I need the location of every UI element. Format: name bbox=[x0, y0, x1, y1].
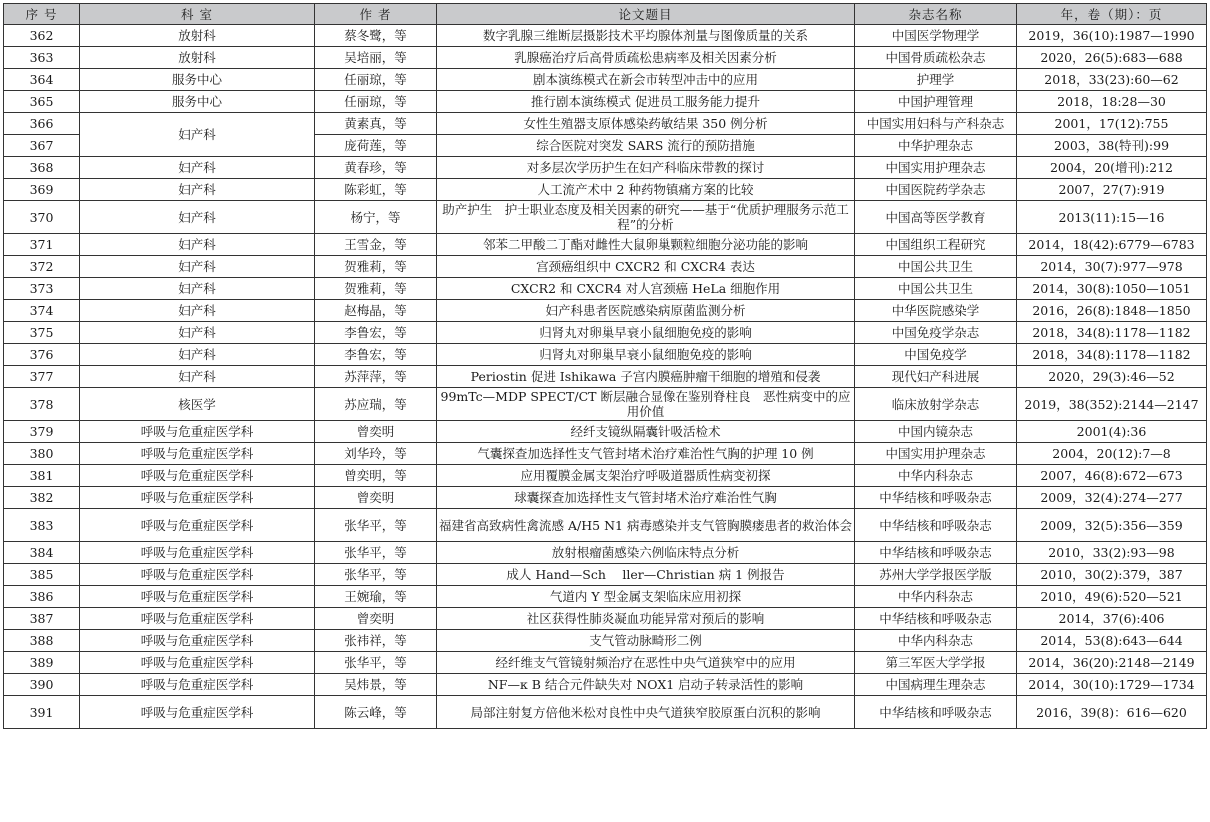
cell-author: 任丽琼，等 bbox=[315, 91, 437, 113]
cell-number: 373 bbox=[4, 278, 80, 300]
cell-title: 综合医院对突发 SARS 流行的预防措施 bbox=[437, 135, 855, 157]
table-row bbox=[4, 278, 1207, 300]
cell-number: 381 bbox=[4, 465, 80, 487]
cell-title: 成人 Hand—Sch ller—Christian 病 1 例报告 bbox=[437, 564, 855, 586]
cell-title: 剧本演练模式在新会市转型冲击中的应用 bbox=[437, 69, 855, 91]
cell-volume: 2018，34(8):1178—1182 bbox=[1017, 322, 1207, 344]
table-row bbox=[4, 421, 1207, 443]
cell-department: 妇产科 bbox=[80, 157, 315, 179]
table-body bbox=[4, 25, 1207, 729]
cell-department: 呼吸与危重症医学科 bbox=[80, 487, 315, 509]
cell-number: 367 bbox=[4, 135, 80, 157]
paper-list-table bbox=[3, 3, 1207, 729]
cell-department: 呼吸与危重症医学科 bbox=[80, 509, 315, 542]
cell-department: 妇产科 bbox=[80, 344, 315, 366]
cell-number: 365 bbox=[4, 91, 80, 113]
cell-department: 妇产科 bbox=[80, 300, 315, 322]
cell-journal: 中华内科杂志 bbox=[855, 586, 1017, 608]
cell-volume: 2016，26(8):1848—1850 bbox=[1017, 300, 1207, 322]
cell-author: 曾奕明 bbox=[315, 487, 437, 509]
cell-department: 服务中心 bbox=[80, 91, 315, 113]
cell-author: 黄春珍，等 bbox=[315, 157, 437, 179]
cell-department: 呼吸与危重症医学科 bbox=[80, 630, 315, 652]
cell-volume: 2019，38(352):2144—2147 bbox=[1017, 388, 1207, 421]
cell-volume: 2014，37(6):406 bbox=[1017, 608, 1207, 630]
header-author: 作 者 bbox=[315, 4, 437, 25]
cell-author: 庞荷莲，等 bbox=[315, 135, 437, 157]
cell-journal: 中国内镜杂志 bbox=[855, 421, 1017, 443]
cell-number: 389 bbox=[4, 652, 80, 674]
cell-author: 曾奕明，等 bbox=[315, 465, 437, 487]
cell-journal: 中华结核和呼吸杂志 bbox=[855, 487, 1017, 509]
cell-number: 375 bbox=[4, 322, 80, 344]
cell-number: 383 bbox=[4, 509, 80, 542]
cell-volume: 2018，34(8):1178—1182 bbox=[1017, 344, 1207, 366]
cell-title: 乳腺癌治疗后高骨质疏松患病率及相关因素分析 bbox=[437, 47, 855, 69]
cell-title: 应用覆膜金属支架治疗呼吸道器质性病变初探 bbox=[437, 465, 855, 487]
cell-volume: 2007，46(8):672—673 bbox=[1017, 465, 1207, 487]
cell-title: 归肾丸对卵巢早衰小鼠细胞免疫的影响 bbox=[437, 322, 855, 344]
cell-volume: 2004，20(12):7—8 bbox=[1017, 443, 1207, 465]
table-row bbox=[4, 630, 1207, 652]
cell-volume: 2010，49(6):520—521 bbox=[1017, 586, 1207, 608]
cell-journal: 中国病理生理杂志 bbox=[855, 674, 1017, 696]
cell-author: 贺雅莉，等 bbox=[315, 278, 437, 300]
cell-number: 366 bbox=[4, 113, 80, 135]
table-row bbox=[4, 608, 1207, 630]
table-row bbox=[4, 465, 1207, 487]
table-row bbox=[4, 256, 1207, 278]
cell-volume: 2010，33(2):93—98 bbox=[1017, 542, 1207, 564]
table-row bbox=[4, 69, 1207, 91]
table-row bbox=[4, 113, 1207, 135]
cell-number: 364 bbox=[4, 69, 80, 91]
table-row bbox=[4, 25, 1207, 47]
table-row bbox=[4, 234, 1207, 256]
cell-volume: 2020，29(3):46—52 bbox=[1017, 366, 1207, 388]
cell-number: 363 bbox=[4, 47, 80, 69]
cell-author: 张祎祥，等 bbox=[315, 630, 437, 652]
cell-journal: 中华结核和呼吸杂志 bbox=[855, 608, 1017, 630]
cell-number: 370 bbox=[4, 201, 80, 234]
cell-department: 妇产科 bbox=[80, 113, 315, 157]
cell-author: 陈云峰，等 bbox=[315, 696, 437, 729]
table-row bbox=[4, 443, 1207, 465]
cell-journal: 中国高等医学教育 bbox=[855, 201, 1017, 234]
cell-journal: 中国护理管理 bbox=[855, 91, 1017, 113]
cell-journal: 中国免疫学杂志 bbox=[855, 322, 1017, 344]
cell-author: 陈彩虹，等 bbox=[315, 179, 437, 201]
cell-department: 妇产科 bbox=[80, 278, 315, 300]
cell-journal: 中国实用护理杂志 bbox=[855, 443, 1017, 465]
cell-volume: 2018，33(23):60—62 bbox=[1017, 69, 1207, 91]
cell-author: 黄素真，等 bbox=[315, 113, 437, 135]
header-no: 序 号 bbox=[4, 4, 80, 25]
cell-department: 呼吸与危重症医学科 bbox=[80, 652, 315, 674]
cell-title: 局部注射复方倍他米松对良性中央气道狭窄胶原蛋白沉积的影响 bbox=[437, 696, 855, 729]
cell-title: 气囊探查加选择性支气管封堵术治疗难治性气胸的护理 10 例 bbox=[437, 443, 855, 465]
cell-number: 374 bbox=[4, 300, 80, 322]
header-journal: 杂志名称 bbox=[855, 4, 1017, 25]
cell-journal: 护理学 bbox=[855, 69, 1017, 91]
cell-title: 宫颈癌组织中 CXCR2 和 CXCR4 表达 bbox=[437, 256, 855, 278]
cell-title: NF—κ B 结合元件缺失对 NOX1 启动子转录活性的影响 bbox=[437, 674, 855, 696]
cell-department: 妇产科 bbox=[80, 179, 315, 201]
cell-title: 球囊探查加选择性支气管封堵术治疗难治性气胸 bbox=[437, 487, 855, 509]
cell-title: 邻苯二甲酸二丁酯对雌性大鼠卵巢颗粒细胞分泌功能的影响 bbox=[437, 234, 855, 256]
cell-author: 贺雅莉，等 bbox=[315, 256, 437, 278]
cell-journal: 中华医院感染学 bbox=[855, 300, 1017, 322]
cell-department: 呼吸与危重症医学科 bbox=[80, 465, 315, 487]
cell-journal: 中华内科杂志 bbox=[855, 465, 1017, 487]
cell-department: 妇产科 bbox=[80, 201, 315, 234]
cell-title: CXCR2 和 CXCR4 对人宫颈癌 HeLa 细胞作用 bbox=[437, 278, 855, 300]
cell-title: 经纤维支气管镜射频治疗在恶性中央气道狭窄中的应用 bbox=[437, 652, 855, 674]
cell-title: 放射根瘤菌感染六例临床特点分析 bbox=[437, 542, 855, 564]
cell-department: 放射科 bbox=[80, 47, 315, 69]
cell-journal: 中国公共卫生 bbox=[855, 256, 1017, 278]
cell-author: 曾奕明 bbox=[315, 608, 437, 630]
cell-author: 王婉瑜，等 bbox=[315, 586, 437, 608]
table-row bbox=[4, 388, 1207, 421]
cell-title: 气道内 Y 型金属支架临床应用初探 bbox=[437, 586, 855, 608]
cell-volume: 2014，18(42):6779—6783 bbox=[1017, 234, 1207, 256]
cell-number: 368 bbox=[4, 157, 80, 179]
cell-author: 蔡冬鹭，等 bbox=[315, 25, 437, 47]
header-title: 论文题目 bbox=[437, 4, 855, 25]
cell-volume: 2014，30(10):1729—1734 bbox=[1017, 674, 1207, 696]
cell-number: 385 bbox=[4, 564, 80, 586]
table-row bbox=[4, 586, 1207, 608]
header-volume: 年，卷（期）：页 bbox=[1017, 4, 1207, 25]
cell-volume: 2020，26(5):683—688 bbox=[1017, 47, 1207, 69]
cell-title: 人工流产术中 2 种药物镇痛方案的比较 bbox=[437, 179, 855, 201]
cell-title: 妇产科患者医院感染病原菌监测分析 bbox=[437, 300, 855, 322]
cell-number: 379 bbox=[4, 421, 80, 443]
cell-department: 核医学 bbox=[80, 388, 315, 421]
cell-volume: 2003，38(特刊):99 bbox=[1017, 135, 1207, 157]
cell-number: 369 bbox=[4, 179, 80, 201]
cell-number: 378 bbox=[4, 388, 80, 421]
cell-volume: 2007，27(7):919 bbox=[1017, 179, 1207, 201]
cell-author: 苏萍萍，等 bbox=[315, 366, 437, 388]
cell-volume: 2010，30(2):379，387 bbox=[1017, 564, 1207, 586]
cell-volume: 2014，36(20):2148—2149 bbox=[1017, 652, 1207, 674]
cell-author: 李鲁宏，等 bbox=[315, 344, 437, 366]
table-row bbox=[4, 201, 1207, 234]
cell-volume: 2001(4):36 bbox=[1017, 421, 1207, 443]
cell-author: 吴炜景，等 bbox=[315, 674, 437, 696]
cell-number: 384 bbox=[4, 542, 80, 564]
header-department: 科 室 bbox=[80, 4, 315, 25]
cell-department: 呼吸与危重症医学科 bbox=[80, 586, 315, 608]
cell-volume: 2016，39(8)：616—620 bbox=[1017, 696, 1207, 729]
cell-volume: 2018，18:28—30 bbox=[1017, 91, 1207, 113]
table-row bbox=[4, 366, 1207, 388]
table-row bbox=[4, 300, 1207, 322]
cell-title: 推行剧本演练模式 促进员工服务能力提升 bbox=[437, 91, 855, 113]
cell-department: 妇产科 bbox=[80, 234, 315, 256]
cell-journal: 中国医学物理学 bbox=[855, 25, 1017, 47]
cell-author: 李鲁宏，等 bbox=[315, 322, 437, 344]
table-row bbox=[4, 674, 1207, 696]
cell-journal: 中华结核和呼吸杂志 bbox=[855, 542, 1017, 564]
cell-title: 助产护生 护士职业态度及相关因素的研究——基于“优质护理服务示范工程”的分析 bbox=[437, 201, 855, 234]
cell-author: 张华平，等 bbox=[315, 652, 437, 674]
cell-author: 杨宁，等 bbox=[315, 201, 437, 234]
cell-author: 曾奕明 bbox=[315, 421, 437, 443]
cell-number: 390 bbox=[4, 674, 80, 696]
cell-journal: 中华结核和呼吸杂志 bbox=[855, 696, 1017, 729]
cell-journal: 中国公共卫生 bbox=[855, 278, 1017, 300]
cell-author: 吴培丽，等 bbox=[315, 47, 437, 69]
cell-title: 福建省高致病性禽流感 A/H5 N1 病毒感染并支气管胸膜瘘患者的救治体会 bbox=[437, 509, 855, 542]
cell-volume: 2001，17(12):755 bbox=[1017, 113, 1207, 135]
cell-volume: 2014，30(7):977—978 bbox=[1017, 256, 1207, 278]
table-row bbox=[4, 344, 1207, 366]
cell-department: 妇产科 bbox=[80, 256, 315, 278]
cell-number: 371 bbox=[4, 234, 80, 256]
cell-department: 呼吸与危重症医学科 bbox=[80, 564, 315, 586]
cell-volume: 2014，53(8):643—644 bbox=[1017, 630, 1207, 652]
cell-author: 刘华玲，等 bbox=[315, 443, 437, 465]
table-row bbox=[4, 542, 1207, 564]
cell-journal: 现代妇产科进展 bbox=[855, 366, 1017, 388]
cell-department: 呼吸与危重症医学科 bbox=[80, 674, 315, 696]
cell-title: 经纤支镜纵隔囊针吸活检术 bbox=[437, 421, 855, 443]
cell-title: 社区获得性肺炎凝血功能异常对预后的影响 bbox=[437, 608, 855, 630]
cell-journal: 中国实用护理杂志 bbox=[855, 157, 1017, 179]
cell-journal: 中国实用妇科与产科杂志 bbox=[855, 113, 1017, 135]
table-row bbox=[4, 91, 1207, 113]
cell-journal: 中华内科杂志 bbox=[855, 630, 1017, 652]
cell-number: 387 bbox=[4, 608, 80, 630]
cell-department: 呼吸与危重症医学科 bbox=[80, 542, 315, 564]
cell-author: 任丽琼，等 bbox=[315, 69, 437, 91]
header-row bbox=[4, 4, 1207, 25]
cell-department: 呼吸与危重症医学科 bbox=[80, 608, 315, 630]
cell-journal: 中国医院药学杂志 bbox=[855, 179, 1017, 201]
cell-journal: 中国组织工程研究 bbox=[855, 234, 1017, 256]
cell-author: 张华平，等 bbox=[315, 542, 437, 564]
cell-author: 苏应瑞，等 bbox=[315, 388, 437, 421]
cell-title: 99mTc—MDP SPECT/CT 断层融合显像在鉴别脊柱良 恶性病变中的应用价值 bbox=[437, 388, 855, 421]
cell-journal: 苏州大学学报医学版 bbox=[855, 564, 1017, 586]
cell-number: 391 bbox=[4, 696, 80, 729]
cell-department: 呼吸与危重症医学科 bbox=[80, 443, 315, 465]
cell-title: 数字乳腺三维断层摄影技术平均腺体剂量与图像质量的关系 bbox=[437, 25, 855, 47]
table-row bbox=[4, 487, 1207, 509]
cell-journal: 中华结核和呼吸杂志 bbox=[855, 509, 1017, 542]
cell-number: 388 bbox=[4, 630, 80, 652]
cell-number: 377 bbox=[4, 366, 80, 388]
cell-number: 386 bbox=[4, 586, 80, 608]
table-row bbox=[4, 509, 1207, 542]
cell-author: 赵梅晶，等 bbox=[315, 300, 437, 322]
cell-title: 女性生殖器支原体感染药敏结果 350 例分析 bbox=[437, 113, 855, 135]
cell-title: 支气管动脉畸形二例 bbox=[437, 630, 855, 652]
cell-volume: 2014，30(8):1050—1051 bbox=[1017, 278, 1207, 300]
cell-volume: 2009，32(4):274—277 bbox=[1017, 487, 1207, 509]
cell-author: 张华平，等 bbox=[315, 509, 437, 542]
cell-title: Periostin 促进 Ishikawa 子宫内膜癌肿瘤干细胞的增殖和侵袭 bbox=[437, 366, 855, 388]
table-row bbox=[4, 47, 1207, 69]
cell-title: 归肾丸对卵巢早衰小鼠细胞免疫的影响 bbox=[437, 344, 855, 366]
cell-department: 呼吸与危重症医学科 bbox=[80, 421, 315, 443]
cell-volume: 2004，20(增刊):212 bbox=[1017, 157, 1207, 179]
cell-journal: 中华护理杂志 bbox=[855, 135, 1017, 157]
table-row bbox=[4, 696, 1207, 729]
cell-department: 妇产科 bbox=[80, 322, 315, 344]
cell-number: 382 bbox=[4, 487, 80, 509]
table-row bbox=[4, 157, 1207, 179]
cell-number: 372 bbox=[4, 256, 80, 278]
table-row bbox=[4, 652, 1207, 674]
cell-journal: 中国免疫学 bbox=[855, 344, 1017, 366]
cell-number: 362 bbox=[4, 25, 80, 47]
cell-number: 376 bbox=[4, 344, 80, 366]
cell-journal: 临床放射学杂志 bbox=[855, 388, 1017, 421]
cell-volume: 2009，32(5):356—359 bbox=[1017, 509, 1207, 542]
cell-author: 王雪金，等 bbox=[315, 234, 437, 256]
cell-volume: 2013(11):15—16 bbox=[1017, 201, 1207, 234]
cell-department: 服务中心 bbox=[80, 69, 315, 91]
cell-department: 呼吸与危重症医学科 bbox=[80, 696, 315, 729]
cell-title: 对多层次学历护生在妇产科临床带教的探讨 bbox=[437, 157, 855, 179]
table-row bbox=[4, 564, 1207, 586]
table-row bbox=[4, 322, 1207, 344]
cell-volume: 2019，36(10):1987—1990 bbox=[1017, 25, 1207, 47]
cell-journal: 第三军医大学学报 bbox=[855, 652, 1017, 674]
cell-number: 380 bbox=[4, 443, 80, 465]
cell-department: 放射科 bbox=[80, 25, 315, 47]
table-row bbox=[4, 179, 1207, 201]
cell-department: 妇产科 bbox=[80, 366, 315, 388]
cell-journal: 中国骨质疏松杂志 bbox=[855, 47, 1017, 69]
cell-author: 张华平，等 bbox=[315, 564, 437, 586]
